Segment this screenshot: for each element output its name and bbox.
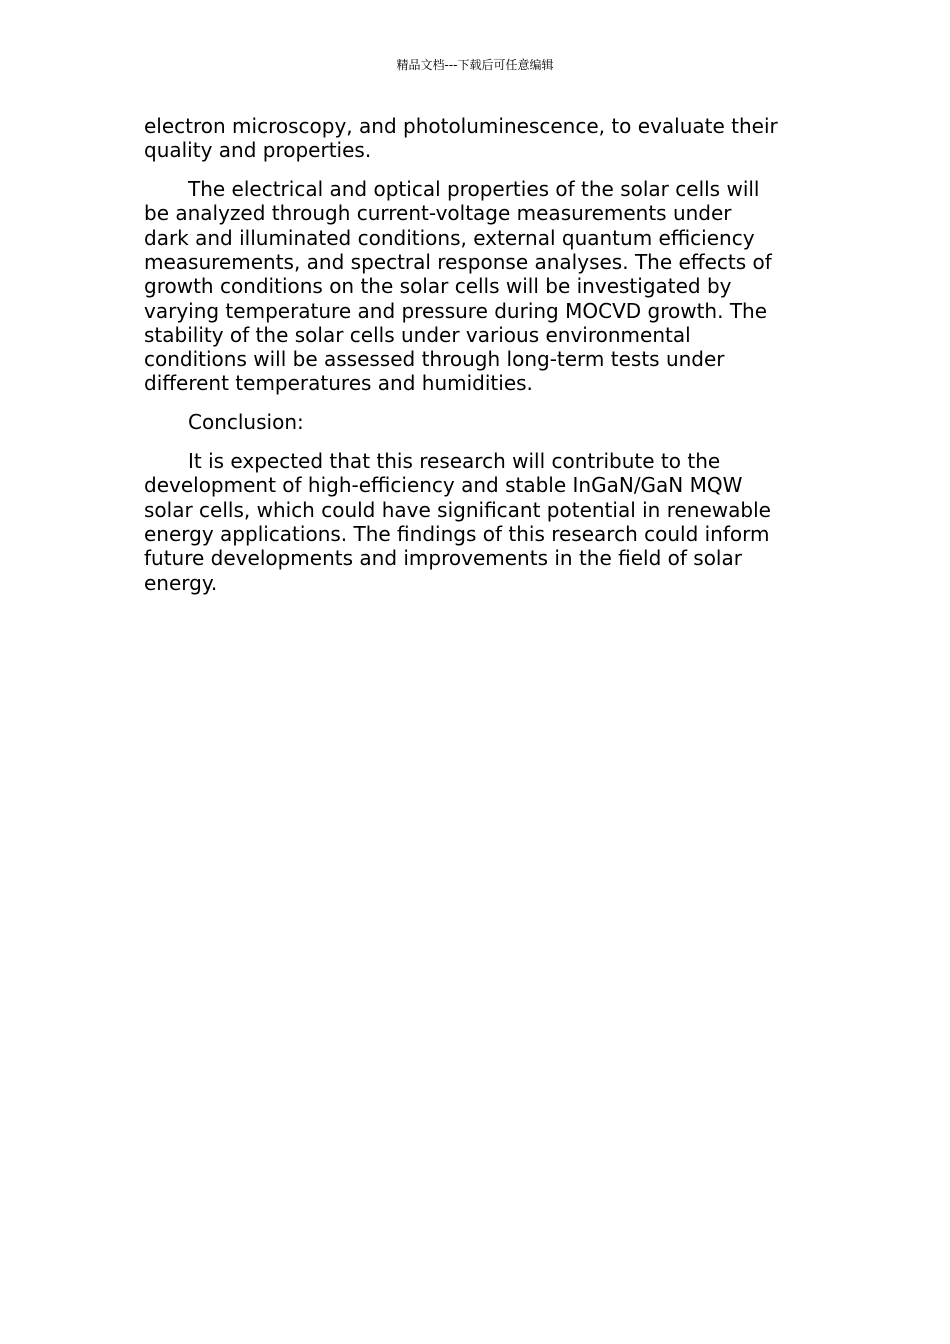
- text-line: energy.: [144, 570, 218, 595]
- section-heading-conclusion: [144, 410, 808, 434]
- text-line: measurements, and spectral response analyses. The effects of: [144, 249, 772, 274]
- page-header-watermark: 精品文档---下载后可任意编辑: [396, 58, 554, 72]
- text-line: quality and properties.: [144, 138, 372, 163]
- text-line: future developments and improvements in the field of solar: [144, 546, 742, 571]
- text-line: varying temperature and pressure during MOCVD growth. The: [144, 298, 768, 323]
- text-line: stability of the solar cells under various environmental: [144, 322, 691, 347]
- text-line: energy applications. The findings of this research could inform: [144, 521, 770, 546]
- text-line: growth conditions on the solar cells will be investigated by: [144, 274, 732, 299]
- text-line: It is expected that this research will contribute to the: [188, 449, 721, 474]
- text-line: development of high-efficiency and stable InGaN/GaN MQW: [144, 473, 743, 498]
- text-line: be analyzed through current-voltage measurements under: [144, 201, 732, 226]
- paragraph-methods-continued: [144, 114, 808, 163]
- text-line: electron microscopy, and photoluminescence, to evaluate their: [144, 114, 778, 138]
- text-line: different temperatures and humidities.: [144, 371, 533, 396]
- text-line: solar cells, which could have significant potential in renewable: [144, 497, 771, 522]
- paragraph-conclusion: [144, 449, 808, 595]
- text-line: Conclusion:: [188, 410, 304, 435]
- text-line: The electrical and optical properties of the solar cells will: [188, 177, 760, 202]
- document-body: [144, 114, 808, 609]
- text-line: dark and illuminated conditions, external quantum efficiency: [144, 225, 755, 250]
- paragraph-properties-analysis: [144, 177, 808, 396]
- text-line: conditions will be assessed through long-term tests under: [144, 347, 725, 372]
